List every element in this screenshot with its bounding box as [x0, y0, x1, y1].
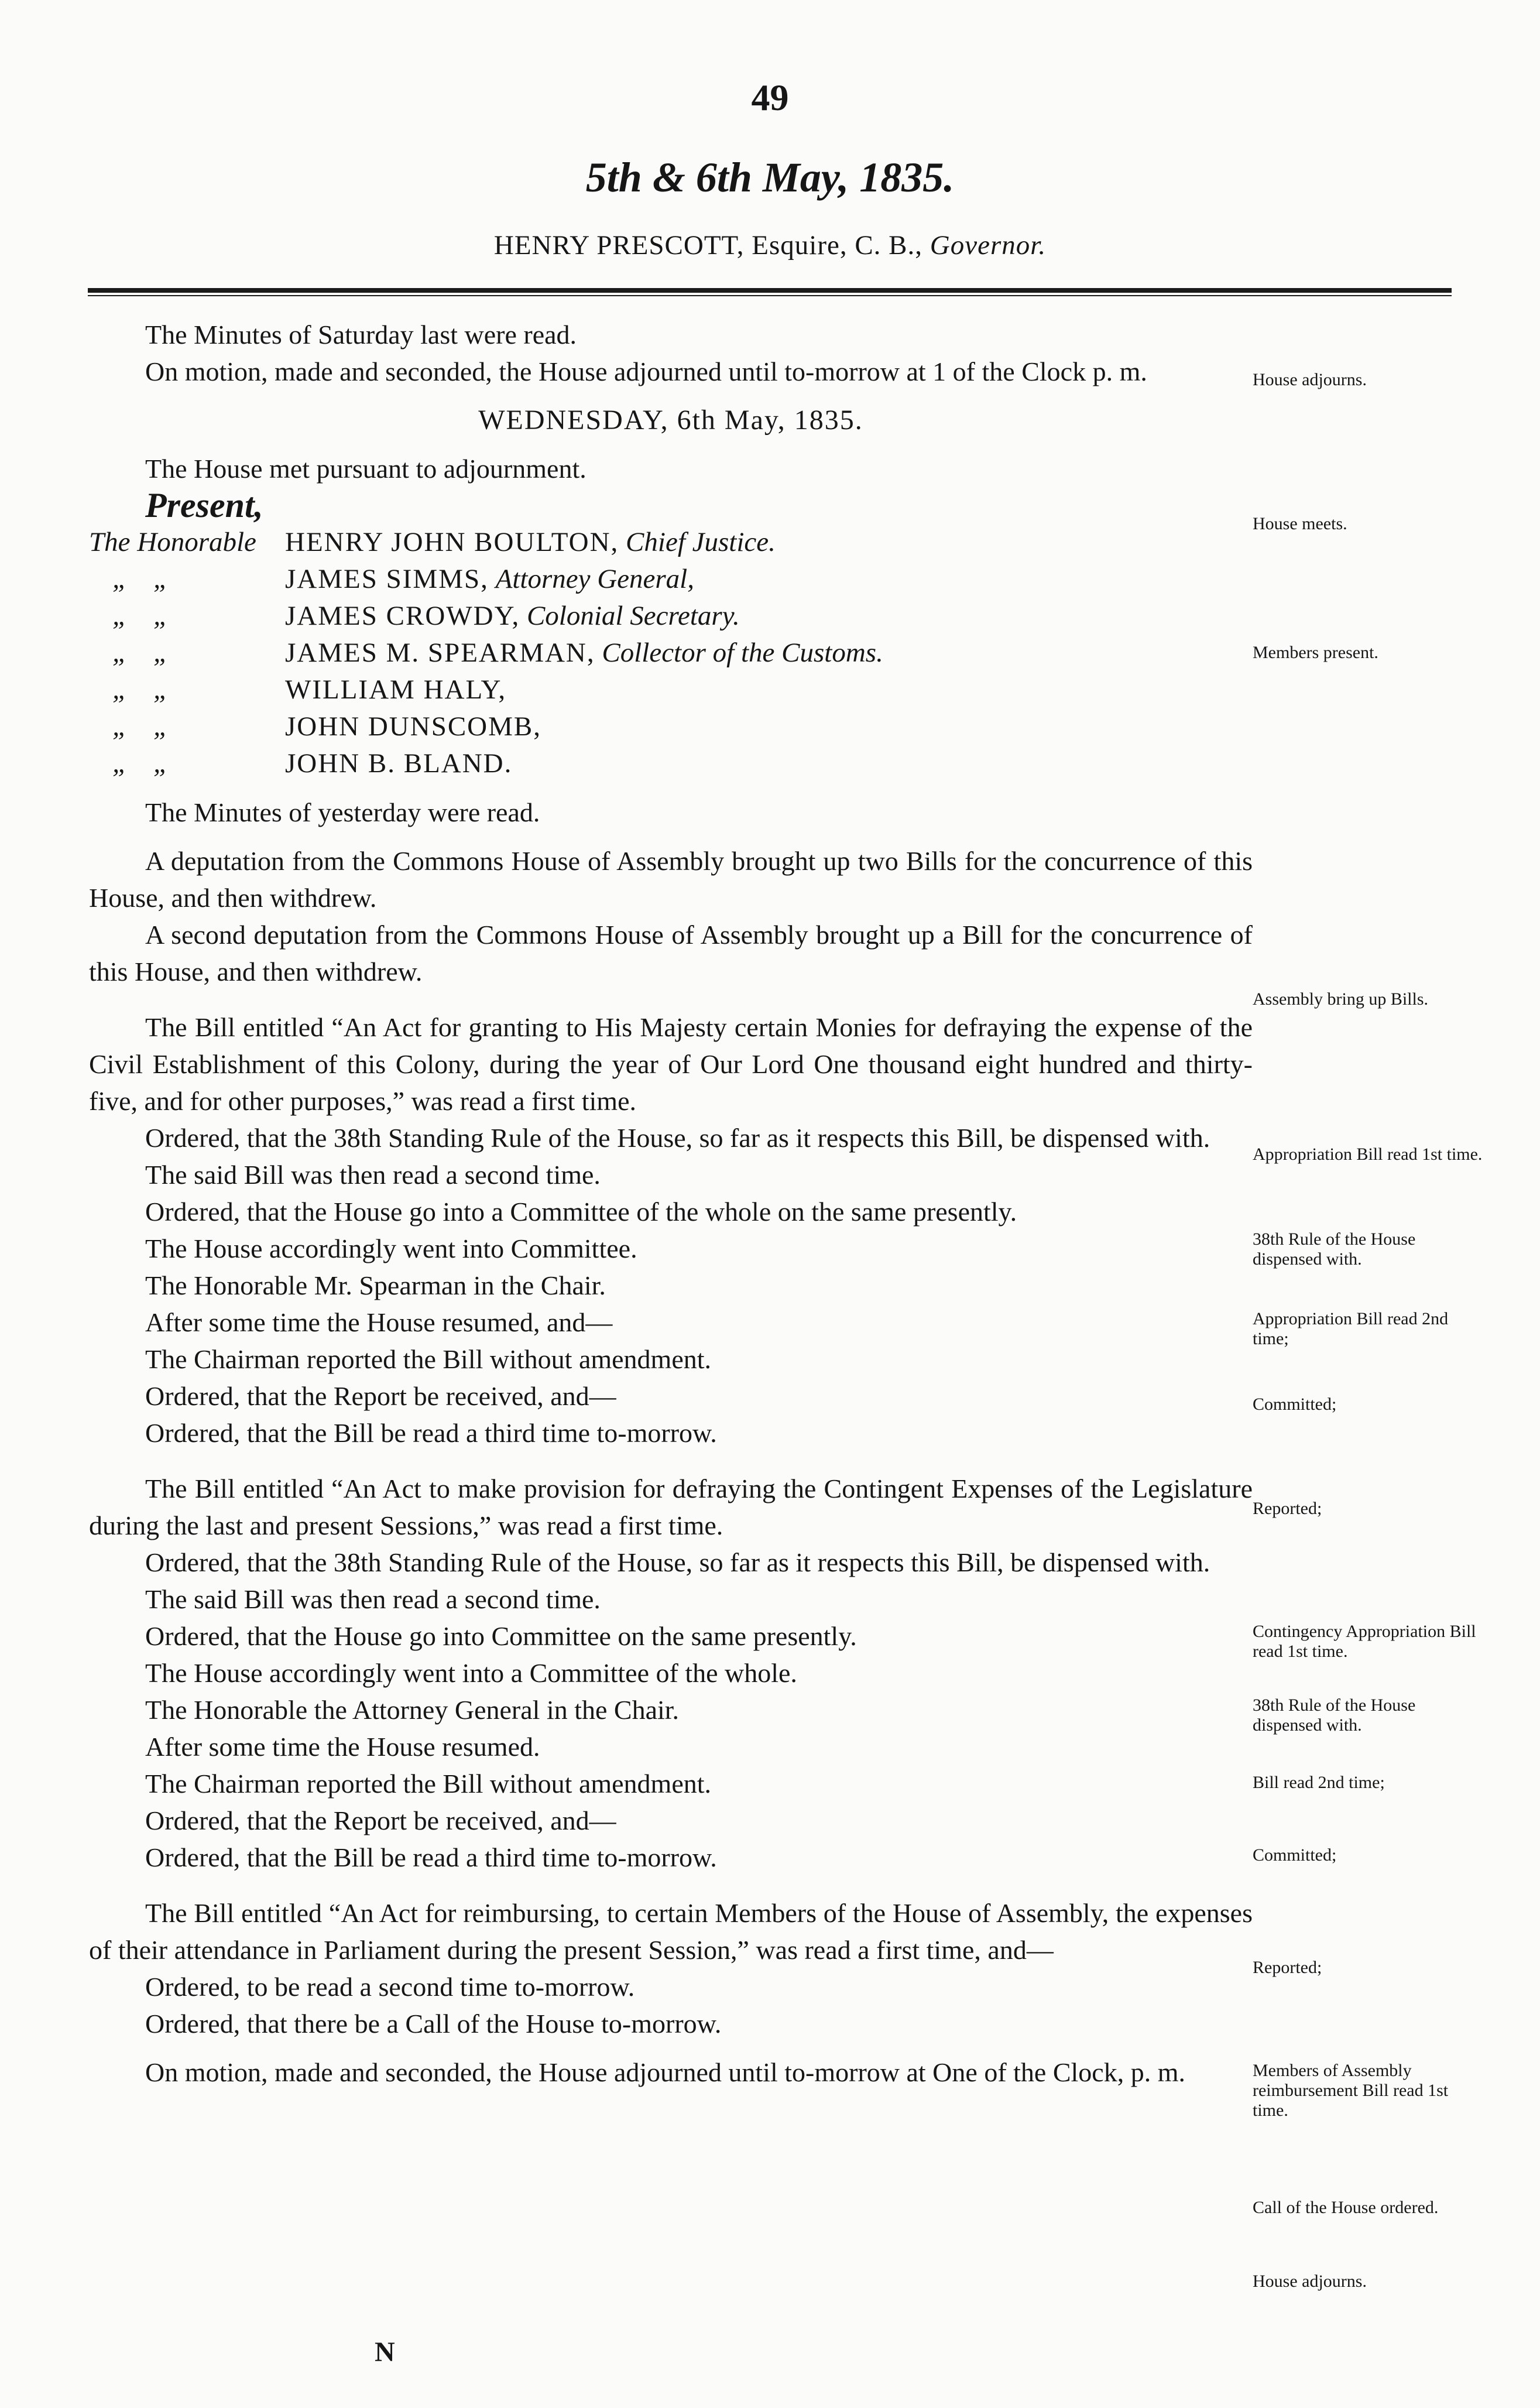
honorable-label: The Honorable	[89, 527, 256, 557]
para-approp-second: The said Bill was then read a second time.	[145, 1160, 601, 1190]
governor-line	[0, 230, 1540, 261]
ditto-mark: „	[112, 674, 128, 705]
member-row	[89, 708, 1253, 745]
ditto-mark: „	[153, 711, 169, 742]
para-approp-received: Ordered, that the Report be received, and—	[145, 1381, 616, 1411]
member-name: HENRY JOHN BOULTON,	[285, 527, 619, 557]
para-approp-rule: Ordered, that the 38th Standing Rule of the House, so far as it respects this Bill, be dispensed with.	[145, 1123, 1210, 1153]
member-row	[89, 524, 1253, 561]
para-minutes-saturday: The Minutes of Saturday last were read.	[145, 320, 577, 350]
para-minutes-yesterday: The Minutes of yesterday were read.	[145, 797, 540, 827]
para-contingency-committee: Ordered, that the House go into Committee on the same presently.	[145, 1621, 857, 1651]
para-adjourn-2: On motion, made and seconded, the House adjourned until to-morrow at One of the Clock, p. m.	[145, 2057, 1185, 2087]
note-contingency-first: Contingency Appropriation Bill read 1st time.	[1253, 1622, 1476, 1661]
ditto-mark: „	[153, 674, 169, 705]
member-row	[89, 635, 1253, 672]
para-approp-committee: Ordered, that the House go into a Committee of the whole on the same presently.	[145, 1197, 1017, 1227]
ditto-mark: „	[112, 601, 128, 631]
note-house-adjourns: House adjourns.	[1253, 370, 1367, 389]
note-members-present: Members present.	[1253, 643, 1378, 662]
note-committed: Committed;	[1253, 1845, 1337, 1865]
session-date: 5th & 6th May, 1835.	[585, 154, 955, 201]
ditto-mark: „	[112, 748, 128, 779]
note-reported: Reported;	[1253, 1958, 1322, 1977]
para-approp-chair: The Honorable Mr. Spearman in the Chair.	[145, 1270, 606, 1300]
ditto-mark: „	[153, 601, 169, 631]
member-title: Collector of the Customs.	[602, 638, 883, 668]
member-row	[89, 745, 1253, 782]
para-contingency-third: Ordered, that the Bill be read a third time to-morrow.	[145, 1842, 717, 1872]
signature-mark: N	[375, 2337, 395, 2368]
para-deputation-1: A deputation from the Commons House of Assembly brought up two Bills for the concurrence of this House, and then withdrew.	[89, 846, 1253, 913]
governor-style: Esquire, C. B.,	[744, 230, 930, 261]
note-call-ordered: Call of the House ordered.	[1253, 2198, 1439, 2217]
present-heading: Present,	[145, 486, 263, 525]
page-number: 49	[751, 77, 789, 118]
ditto-mark: „	[112, 638, 128, 668]
note-house-meets: House meets.	[1253, 514, 1347, 533]
para-contingency-received: Ordered, that the Report be received, and—	[145, 1806, 616, 1835]
header-rule-thin	[88, 295, 1452, 296]
para-approp-bill: The Bill entitled “An Act for granting to His Majesty certain Monies for defraying the expense of the Civil Establishment of this Colony, during the year of Our Lord One thousand eight hundred and thirty-five, and for other purposes,” was read a first time.	[89, 1012, 1253, 1116]
para-contingency-second: The said Bill was then read a second time.	[145, 1584, 601, 1614]
member-name: JOHN B. BLAND.	[285, 748, 513, 779]
para-approp-resumed: After some time the House resumed, and—	[145, 1307, 613, 1337]
member-row	[89, 672, 1253, 708]
governor-name: HENRY PRESCOTT,	[493, 230, 745, 261]
member-row	[89, 598, 1253, 635]
member-name: JOHN DUNSCOMB,	[285, 711, 542, 742]
minutes-body	[89, 316, 1253, 2091]
note-approp-second: Appropriation Bill read 2nd time;	[1253, 1309, 1449, 1348]
member-title: Colonial Secretary.	[526, 601, 740, 631]
para-approp-went: The House accordingly went into Committee.	[145, 1234, 637, 1263]
member-name: JAMES CROWDY,	[285, 601, 520, 631]
note-rule-dispensed: 38th Rule of the House dispensed with.	[1253, 1695, 1416, 1735]
ditto-mark: „	[153, 638, 169, 668]
para-members-second: Ordered, to be read a second time to-morrow.	[145, 1972, 635, 2002]
governor-title: Governor.	[930, 230, 1047, 261]
note-approp-first: Appropriation Bill read 1st time.	[1253, 1145, 1483, 1164]
para-house-met: The House met pursuant to adjournment.	[145, 454, 586, 484]
note-bill-second: Bill read 2nd time;	[1253, 1773, 1385, 1792]
para-call-house: Ordered, that there be a Call of the House to-morrow.	[145, 2009, 722, 2039]
member-name: JAMES M. SPEARMAN,	[285, 638, 595, 668]
ditto-mark: „	[153, 748, 169, 779]
member-title: Chief Justice.	[626, 527, 776, 557]
para-contingency-rule: Ordered, that the 38th Standing Rule of the House, so far as it respects this Bill, be dispensed with.	[145, 1547, 1210, 1577]
members-list	[89, 524, 1253, 782]
ditto-mark: „	[112, 711, 128, 742]
header-rule-thick	[88, 288, 1452, 293]
para-adjourn-1: On motion, made and seconded, the House adjourned until to-morrow at 1 of the Clock p. m.	[145, 357, 1147, 386]
note-assembly-bring-bills: Assembly bring up Bills.	[1253, 989, 1429, 1009]
para-approp-third: Ordered, that the Bill be read a third time to-morrow.	[145, 1418, 717, 1448]
member-title: Attorney General,	[495, 564, 694, 594]
para-contingency-chair: The Honorable the Attorney General in the Chair.	[145, 1695, 680, 1725]
note-committed: Committed;	[1253, 1395, 1337, 1414]
para-members-bill: The Bill entitled “An Act for reimbursing, to certain Members of the House of Assembly, the expenses of their attendance in Parliament during the present Session,” was read a first time, and—	[89, 1898, 1253, 1965]
member-name: WILLIAM HALY,	[285, 674, 507, 705]
member-name: JAMES SIMMS,	[285, 564, 489, 594]
note-reported: Reported;	[1253, 1499, 1322, 1518]
note-house-adjourns: House adjourns.	[1253, 2272, 1367, 2291]
para-contingency-went: The House accordingly went into a Committee of the whole.	[145, 1658, 797, 1688]
para-contingency-bill: The Bill entitled “An Act to make provision for defraying the Contingent Expenses of the Legislature during the last and present Sessions,” was read a first time.	[89, 1474, 1253, 1540]
ditto-mark: „	[153, 564, 169, 594]
wednesday-heading: WEDNESDAY, 6th May, 1835.	[478, 405, 863, 436]
para-approp-reported: The Chairman reported the Bill without amendment.	[145, 1344, 712, 1374]
para-deputation-2: A second deputation from the Commons House of Assembly brought up a Bill for the concurrence of this House, and then withdrew.	[89, 920, 1253, 987]
para-contingency-reported: The Chairman reported the Bill without amendment.	[145, 1769, 712, 1799]
note-members-reimbursement: Members of Assembly reimbursement Bill read 1st time.	[1253, 2061, 1449, 2120]
member-row	[89, 561, 1253, 598]
note-rule-dispensed: 38th Rule of the House dispensed with.	[1253, 1229, 1416, 1269]
ditto-mark: „	[112, 564, 128, 594]
para-contingency-resumed: After some time the House resumed.	[145, 1732, 540, 1762]
